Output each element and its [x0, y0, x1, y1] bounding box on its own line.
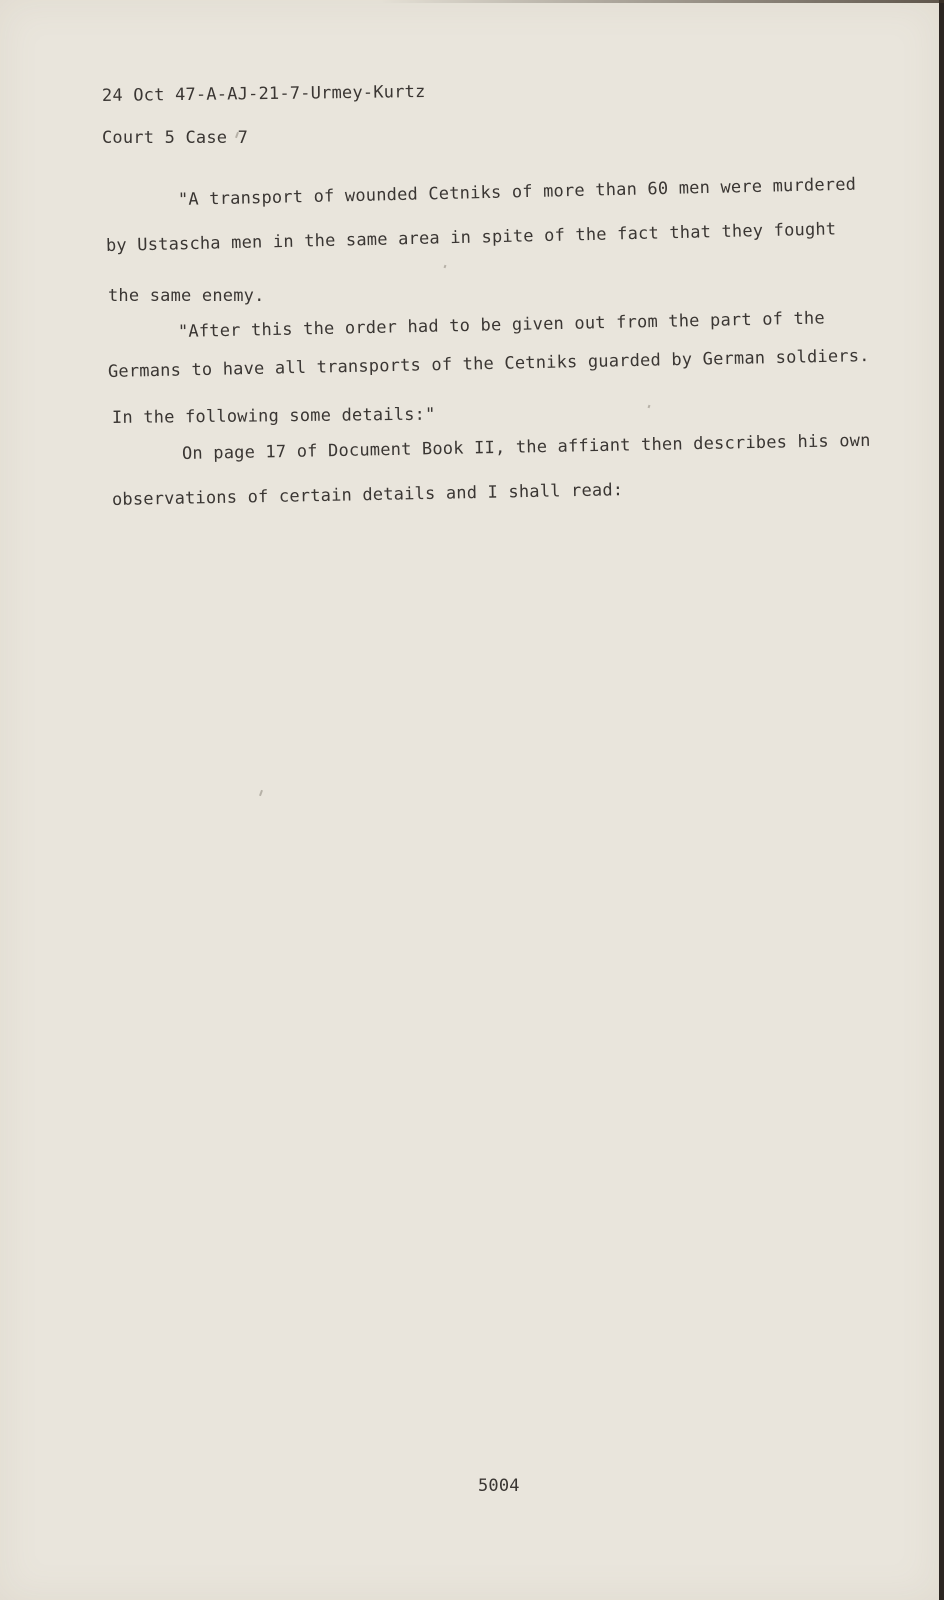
text-line: observations of certain details and I shall read:: [111, 480, 624, 510]
paper-speck: [648, 405, 651, 409]
text-line: Germans to have all transports of the Cetniks guarded by German soldiers.: [107, 346, 870, 382]
header-line: 24 Oct 47-A-AJ-21-7-Urmey-Kurtz: [101, 82, 426, 106]
scan-border: [939, 0, 944, 1600]
paper-speck: [259, 790, 263, 796]
page-number: 5004: [478, 1476, 520, 1496]
text-line: "A transport of wounded Cetniks of more than 60 men were murdered: [177, 174, 857, 210]
text-line: "After this the order had to be given out from the part of the: [177, 308, 826, 342]
scan-shadow: [380, 0, 944, 3]
court-line: Court 5 Case 7: [102, 128, 249, 148]
paper-speck: [444, 265, 447, 269]
text-line: by Ustascha men in the same area in spite of the fact that they fought: [105, 219, 837, 256]
text-line: On page 17 of Document Book II, the affiant then describes his own: [181, 430, 871, 464]
text-line: the same enemy.: [108, 286, 265, 306]
text-line: In the following some details:": [111, 404, 436, 428]
